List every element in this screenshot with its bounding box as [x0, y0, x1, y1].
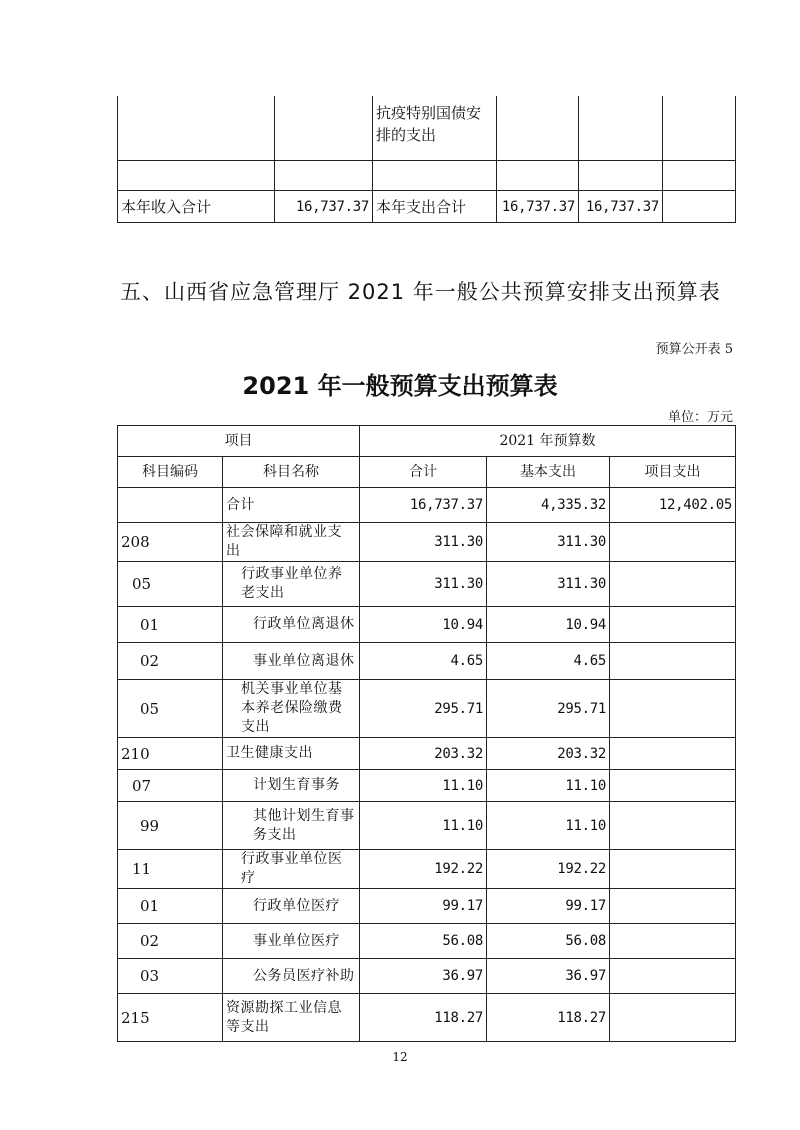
- page-number: 12: [392, 1050, 408, 1064]
- table-title: 2021 年一般预算支出预算表: [242, 372, 558, 400]
- subject-code: 99: [118, 802, 223, 850]
- table-row: [118, 959, 736, 994]
- amount-total: 203.32: [360, 738, 487, 770]
- amount-total: 11.10: [360, 802, 487, 850]
- amount-total: 295.71: [360, 680, 487, 738]
- subject-code: 02: [118, 643, 223, 680]
- subject-name: 其他计划生育事务支出: [223, 802, 360, 850]
- subject-name: 卫生健康支出: [223, 738, 360, 770]
- amount-basic: 99.17: [487, 889, 610, 924]
- table-number: 预算公开表 5: [655, 342, 733, 357]
- amount-basic: 192.22: [487, 850, 610, 889]
- subject-code: 215: [118, 994, 223, 1042]
- amount-basic: 56.08: [487, 924, 610, 959]
- table-row: [118, 523, 736, 562]
- header-item: 项目: [118, 426, 360, 457]
- amount-basic: 11.10: [487, 770, 610, 802]
- amount-basic: 10.94: [487, 607, 610, 643]
- income-total-value: 16,737.37: [275, 191, 373, 223]
- amount-project: [610, 850, 736, 889]
- total-sum: 16,737.37: [360, 488, 487, 523]
- amount-project: [610, 738, 736, 770]
- subject-name: 资源勘探工业信息等支出: [223, 994, 360, 1042]
- subject-name: 行政事业单位养老支出: [223, 562, 360, 607]
- table-row: [118, 889, 736, 924]
- table-row: [118, 562, 736, 607]
- header-project: 项目支出: [610, 457, 736, 488]
- total-project: 12,402.05: [610, 488, 736, 523]
- amount-basic: 203.32: [487, 738, 610, 770]
- subject-code: 01: [118, 607, 223, 643]
- total-label: 合计: [223, 488, 360, 523]
- expense-item-label: 抗疫特别国债安排的支出: [373, 96, 497, 161]
- expense-total-value-2: 16,737.37: [579, 191, 663, 223]
- subject-name: 行政单位离退休: [223, 607, 360, 643]
- header-row: [118, 457, 736, 488]
- header-total: 合计: [360, 457, 487, 488]
- budget-expenditure-table: [117, 425, 736, 1042]
- subject-code: 07: [118, 770, 223, 802]
- subject-code: 208: [118, 523, 223, 562]
- amount-basic: 295.71: [487, 680, 610, 738]
- subject-name: 社会保障和就业支出: [223, 523, 360, 562]
- expense-total-value: 16,737.37: [497, 191, 579, 223]
- amount-total: 118.27: [360, 994, 487, 1042]
- subject-name: 事业单位离退休: [223, 643, 360, 680]
- expense-total-label: 本年支出合计: [373, 191, 497, 223]
- amount-total: 56.08: [360, 924, 487, 959]
- subject-name: 公务员医疗补助: [223, 959, 360, 994]
- amount-total: 4.65: [360, 643, 487, 680]
- amount-project: [610, 994, 736, 1042]
- table-row: [118, 738, 736, 770]
- unit-label: 单位：万元: [667, 410, 733, 425]
- amount-project: [610, 802, 736, 850]
- amount-project: [610, 523, 736, 562]
- table-row: [118, 850, 736, 889]
- table-row: [118, 994, 736, 1042]
- amount-basic: 118.27: [487, 994, 610, 1042]
- table-row: [118, 770, 736, 802]
- subject-code: 05: [118, 680, 223, 738]
- income-total-label: 本年收入合计: [118, 191, 275, 223]
- total-basic: 4,335.32: [487, 488, 610, 523]
- subject-code: 01: [118, 889, 223, 924]
- amount-project: [610, 959, 736, 994]
- subject-name: 事业单位医疗: [223, 924, 360, 959]
- subject-code: 210: [118, 738, 223, 770]
- amount-basic: 311.30: [487, 523, 610, 562]
- amount-basic: 311.30: [487, 562, 610, 607]
- amount-total: 36.97: [360, 959, 487, 994]
- header-row: [118, 426, 736, 457]
- amount-total: 10.94: [360, 607, 487, 643]
- table-row: [118, 607, 736, 643]
- amount-total: 311.30: [360, 562, 487, 607]
- subject-code: 11: [118, 850, 223, 889]
- amount-basic: 36.97: [487, 959, 610, 994]
- amount-project: [610, 889, 736, 924]
- amount-project: [610, 643, 736, 680]
- amount-project: [610, 562, 736, 607]
- amount-total: 192.22: [360, 850, 487, 889]
- subject-name: 行政单位医疗: [223, 889, 360, 924]
- section-heading: 五、山西省应急管理厅 2021 年一般公共预算安排支出预算表: [120, 280, 721, 304]
- subject-code: 03: [118, 959, 223, 994]
- amount-project: [610, 680, 736, 738]
- subject-code: 05: [118, 562, 223, 607]
- amount-project: [610, 924, 736, 959]
- header-basic: 基本支出: [487, 457, 610, 488]
- total-row: [118, 191, 736, 223]
- header-code: 科目编码: [118, 457, 223, 488]
- table-row: [118, 924, 736, 959]
- subject-name: 行政事业单位医疗: [223, 850, 360, 889]
- amount-total: 99.17: [360, 889, 487, 924]
- amount-total: 311.30: [360, 523, 487, 562]
- subject-name: 机关事业单位基本养老保险缴费支出: [223, 680, 360, 738]
- subject-name: 计划生育事务: [223, 770, 360, 802]
- income-expense-summary-table: [117, 96, 736, 223]
- table-row: [118, 643, 736, 680]
- amount-basic: 11.10: [487, 802, 610, 850]
- amount-project: [610, 607, 736, 643]
- total-row: [118, 488, 736, 523]
- amount-total: 11.10: [360, 770, 487, 802]
- table-row: [118, 680, 736, 738]
- amount-basic: 4.65: [487, 643, 610, 680]
- table-row: [118, 96, 736, 161]
- header-budget-year: 2021 年预算数: [360, 426, 736, 457]
- subject-code: 02: [118, 924, 223, 959]
- header-name: 科目名称: [223, 457, 360, 488]
- table-row: [118, 161, 736, 191]
- table-row: [118, 802, 736, 850]
- amount-project: [610, 770, 736, 802]
